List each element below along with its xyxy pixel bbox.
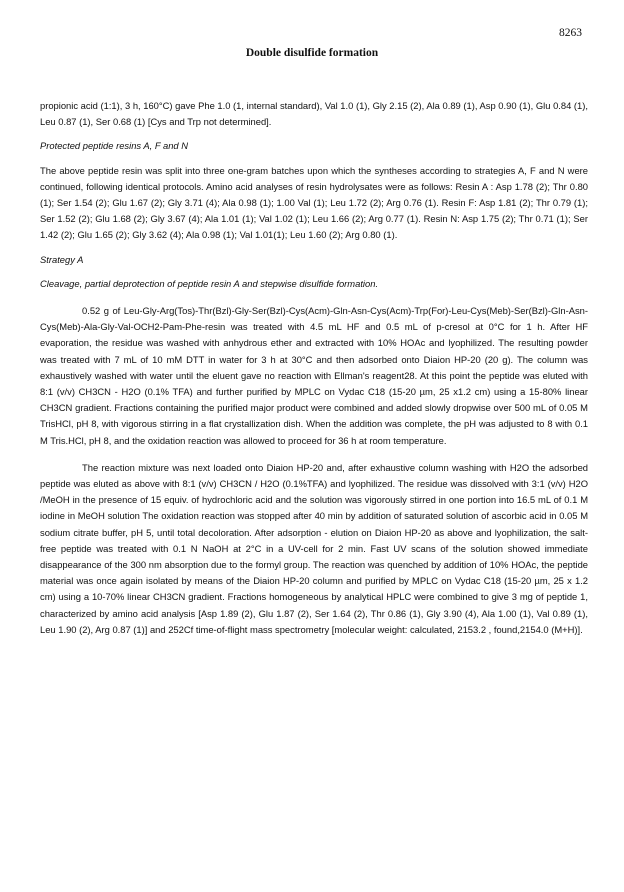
paragraph-cleavage-procedure: 0.52 g of Leu-Gly-Arg(Tos)-Thr(Bzl)-Gly-Ser(Bzl)-Cys(Acm)-Gln-Asn-Cys(Acm)-Trp(For)-Leu-Cys(Meb)-Ser(Bzl)-Gln-Asn-Cys(Meb)-Ala-Gly-Val-OCH2-Pam-Phe-resin was treated with 4.5 mL HF and 0.5 mL of p-cresol at 0°C for 1 h. After HF evaporation, the residue was washed with anhydrous ether and extracted with 10% HOAc and lyophilized. The resulting powder was treated with 7 mL of 10 mM DTT in water for 3 h at 30°C and then adsorbed onto Diaion HP-20 (20 g). The column was exhaustively washed with water until the eluent gave no reaction with Ellman's reagent28. At this point the peptide was eluted with 8:1 (v/v) CH3CN - H2O (0.1% TFA) and further purified by MPLC on Vydac C18 (15-20 µm, 25 x1.2 cm) using a 15-80% linear CH3CN gradient. Fractions containing the purified major product were combined and added slowly dropwise over 500 mL of 0.05 M TrisHCl, pH 8, with vigorous stirring in a flat crystallization dish. When the addition was complete, the pH was adjusted to 8 with 0.1 M Tris.HCl, pH 8, and the oxidation reaction was allowed to proceed for 36 h at room temperature. [40, 305, 588, 446]
subsection-heading-cleavage: Cleavage, partial deprotection of peptide resin A and stepwise disulfide formation. [40, 277, 379, 289]
paragraph-oxidation-procedure: The reaction mixture was next loaded onto Diaion HP-20 and, after exhaustive column washing with H2O the adsorbed peptide was eluted as above with 8:1 (v/v) CH3CN / H2O (0.1%TFA) and lyophilized. The residue was dissolved with 3:1 (v/v) H2O /MeOH in the presence of 15 equiv. of hydrochloric acid and the solution was vigorously stirred in one portion into 16.5 mL of 0.1 M iodine in MeOH solution The oxidation reaction was stopped after 40 min by addition of saturated solution of ascorbic acid in 0.05 M sodium citrate buffer, pH 5, until total decoloration. After adsorption - elution on Diaion HP-20 as above and lyophilization, the salt-free peptide was treated with 0.1 N NaOH at 2°C in a UV-cell for 2 min. Fast UV scans of the solution showed immediate disappearance of the 300 nm absorption due to the formyl group. The reaction was quenched by addition of 10% HOAc, the peptide material was once again isolated by means of the Diaion HP-20 column and purified by MPLC on Vydac C18 (15-20 µm, 25 x 1.2 cm) using a 10-70% linear CH3CN gradient. Fractions homogeneous by analytical HPLC were combined to give 3 mg of peptide 1, characterized by amino acid analysis [Asp 1.89 (2), Glu 1.87 (2), Ser 1.64 (2), Thr 0.86 (1), Gly 3.90 (4), Ala 1.00 (1), Val 0.89 (1), Leu 1.90 (2), Arg 0.87 (1)] and 252Cf time-of-flight mass spectrometry [molecular weight: calculated, 2153.2 , found,2154.0 (M+H)]. [40, 461, 588, 635]
page-number: 8263 [559, 27, 582, 39]
section-heading-protected-resins: Protected peptide resins A, F and N [40, 140, 188, 152]
paragraph-amino-acid-analysis: propionic acid (1:1), 3 h, 160°C) gave Phe 1.0 (1, internal standard), Val 1.0 (1), Gly 2.15 (2), Ala 0.89 (1), Asp 0.90 (1), Glu 0.84 (1), Leu 0.87 (1), Ser 0.68 (1) [Cys and Trp not determined]. [40, 100, 588, 128]
section-heading-strategy-a: Strategy A [40, 253, 84, 265]
running-header-title: Double disulfide formation [245, 47, 379, 59]
article-body [40, 98, 588, 638]
paragraph-resin-analyses: The above peptide resin was split into three one-gram batches upon which the syntheses according to strategies A, F and N were continued, following identical protocols. Amino acid analyses of resin hydrolysates were as follows: Resin A : Asp 1.78 (2); Thr 0.80 (1); Ser 1.54 (2); Glu 1.67 (2); Gly 3.71 (4); Ala 0.98 (1); 1.00 Val (1); Leu 1.72 (2); Arg 0.76 (1). Resin F: Asp 1.81 (2); Thr 0.79 (1); Ser 1.52 (2); Glu 1.68 (2); Gly 3.67 (4); Ala 1.01 (1); Val 1.02 (1); Leu 1.66 (2); Arg 0.77 (1). Resin N: Asp 1.75 (2); Thr 0.71 (1); Ser 1.42 (2); Glu 1.65 (2); Gly 3.62 (4); Ala 0.98 (1); Val 1.01(1); Leu 1.60 (2); Arg 0.80 (1). [40, 164, 588, 241]
